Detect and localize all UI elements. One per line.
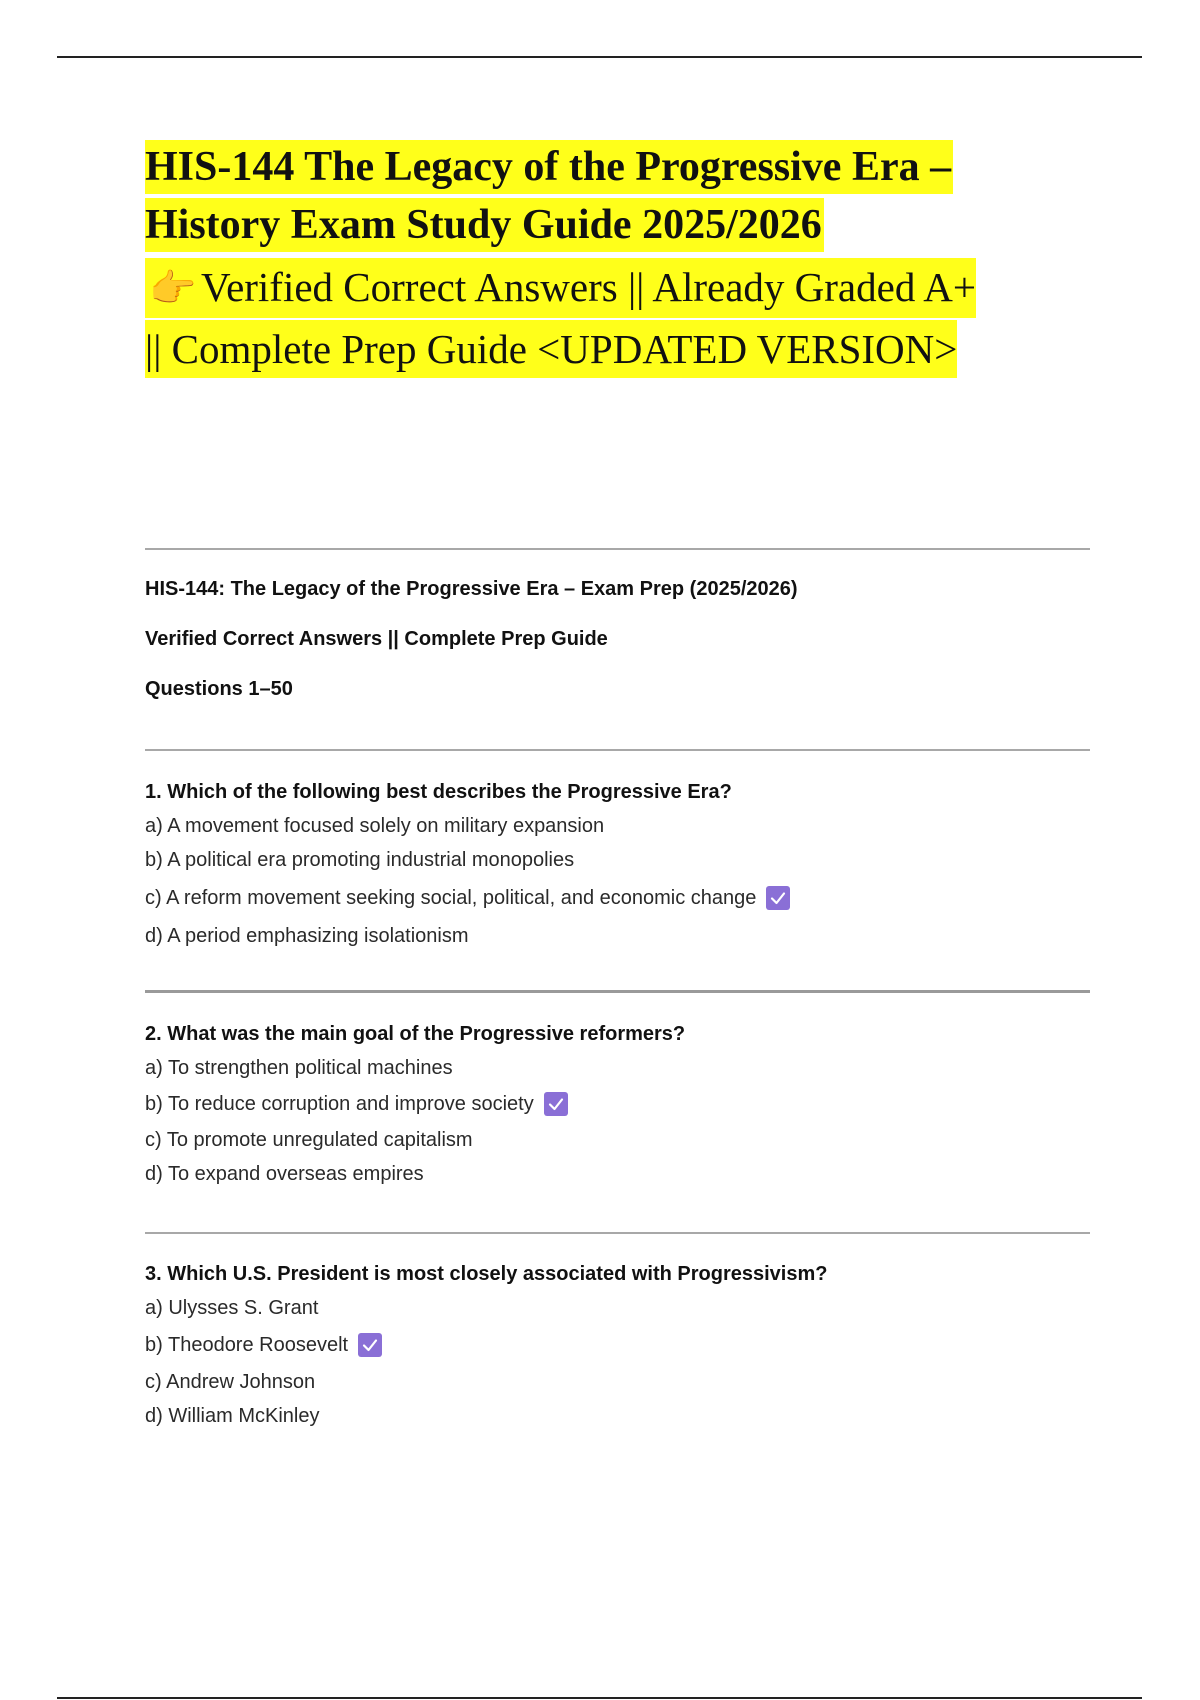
section-divider [145,749,1090,751]
question-1 [145,775,1090,953]
checkbox-check-icon [358,1333,382,1357]
section-divider [145,548,1090,550]
answer-option [145,919,1090,953]
document-subtitle-line-2: || Complete Prep Guide <UPDATED VERSION> [145,320,957,378]
answer-option-text: a) To strengthen political machines [145,1057,453,1079]
checkbox-check-icon [766,886,790,910]
answer-option-correct [145,877,1090,919]
answer-option-text: c) A reform movement seeking social, political, and economic change [145,887,757,909]
answer-option-text: a) Ulysses S. Grant [145,1297,319,1319]
pointing-hand-icon: 👉 [149,268,197,310]
subtitle-text-1: Verified Correct Answers || Already Graded A+ [201,264,977,310]
answer-option-text: d) A period emphasizing isolationism [145,925,469,947]
question-2 [145,1017,1090,1191]
answer-option [145,1123,1090,1157]
question-title: 2. What was the main goal of the Progressive reformers? [145,1023,686,1045]
answer-option [145,1365,1090,1399]
question-3 [145,1257,1090,1433]
answer-option [145,1291,1090,1325]
checkbox-check-icon [544,1092,568,1116]
answer-option-text: b) Theodore Roosevelt [145,1334,349,1356]
answer-option-text: a) A movement focused solely on military expansion [145,815,605,837]
answer-option [145,809,1090,843]
answer-option [145,1157,1090,1191]
exam-header-questions: Questions 1–50 [145,678,293,700]
answer-option-text: c) Andrew Johnson [145,1371,316,1393]
document-subtitle-line-1 [145,258,976,318]
exam-header-subtitle: Verified Correct Answers || Complete Prep Guide [145,628,608,650]
question-title: 3. Which U.S. President is most closely associated with Progressivism? [145,1263,828,1285]
answer-option-text: b) To reduce corruption and improve society [145,1093,534,1115]
title-block [145,140,1090,378]
section-divider [145,990,1090,993]
answer-option-text: c) To promote unregulated capitalism [145,1129,473,1151]
page-bottom-rule [57,1697,1142,1699]
document-title-line-1: HIS-144 The Legacy of the Progressive Era – [145,140,953,194]
question-title: 1. Which of the following best describes the Progressive Era? [145,781,732,803]
answer-option-correct [145,1325,1090,1365]
document-title-line-2: History Exam Study Guide 2025/2026 [145,198,824,252]
answer-option-correct [145,1085,1090,1123]
page-top-rule [57,56,1142,58]
answer-option [145,1399,1090,1433]
exam-header-title: HIS-144: The Legacy of the Progressive Era – Exam Prep (2025/2026) [145,578,798,600]
answer-option [145,843,1090,877]
answer-option [145,1051,1090,1085]
answer-option-text: b) A political era promoting industrial monopolies [145,849,575,871]
section-divider [145,1232,1090,1234]
answer-option-text: d) William McKinley [145,1405,320,1427]
answer-option-text: d) To expand overseas empires [145,1163,424,1185]
